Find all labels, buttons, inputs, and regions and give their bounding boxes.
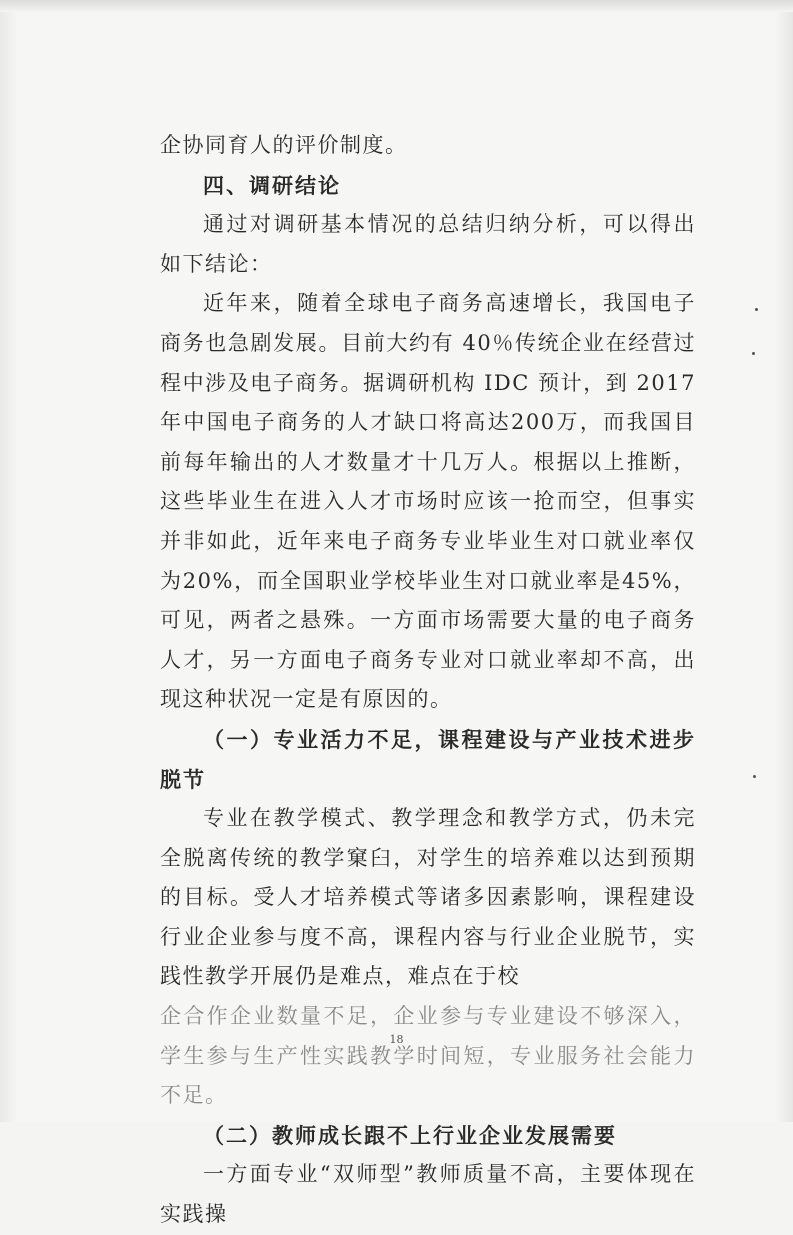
scan-speck: [752, 352, 755, 355]
paragraph-teaching-faded: 企合作企业数量不足，企业参与专业建设不够深入，学生参与生产性实践教学时间短，专业服务社会能力不足。: [160, 1004, 696, 1108]
paragraph-teachers: 一方面专业“双师型”教师质量不高，主要体现在实践操: [160, 1162, 696, 1227]
subsection-heading-1: （一）专业活力不足，课程建设与产业技术进步脱节: [160, 726, 696, 792]
subsection-heading-2: （二）教师成长跟不上行业企业发展需要: [203, 1122, 617, 1148]
section-heading-conclusion: 四、调研结论: [203, 172, 341, 198]
paragraph-continuation: 企协同育人的评价制度。: [160, 133, 408, 157]
scan-speck: [755, 308, 758, 311]
scan-speck: [753, 775, 756, 778]
scan-edge: [0, 0, 793, 12]
paragraph-teaching: 专业在教学模式、教学理念和教学方式，仍未完全脱离传统的教学窠臼，对学生的培养难以达到预期的目标。受人才培养模式等诸多因素影响，课程建设行业企业参与度不高，课程内容与行业企业脱节，实践性教学开展仍是难点，难点在于校: [160, 806, 696, 989]
document-body: [160, 126, 696, 1235]
paragraph-intro: 通过对调研基本情况的总结归纳分析，可以得出如下结论：: [160, 212, 696, 276]
page-number: 18: [389, 1033, 404, 1046]
paragraph-ecommerce: 近年来，随着全球电子商务高速增长，我国电子商务也急剧发展。目前大约有 40％传统企业在经营过程中涉及电子商务。据调研机构 IDC 预计，到 2017 年中国电子商务的人才缺口将高达200万，而我国目前每年输出的人才数量才十几万人。根据以上推断，这些毕业生在进入人才市场时应该一抢而空，但事实并非如此，近年来电子商务专业毕业生对口就业率仅为20%，而全国职业学校毕业生对口就业率是45%，可见，两者之悬殊。一方面市场需要大量的电子商务人才，另一方面电子商务专业对口就业率却不高，出现这种状况一定是有原因的。: [160, 291, 696, 712]
